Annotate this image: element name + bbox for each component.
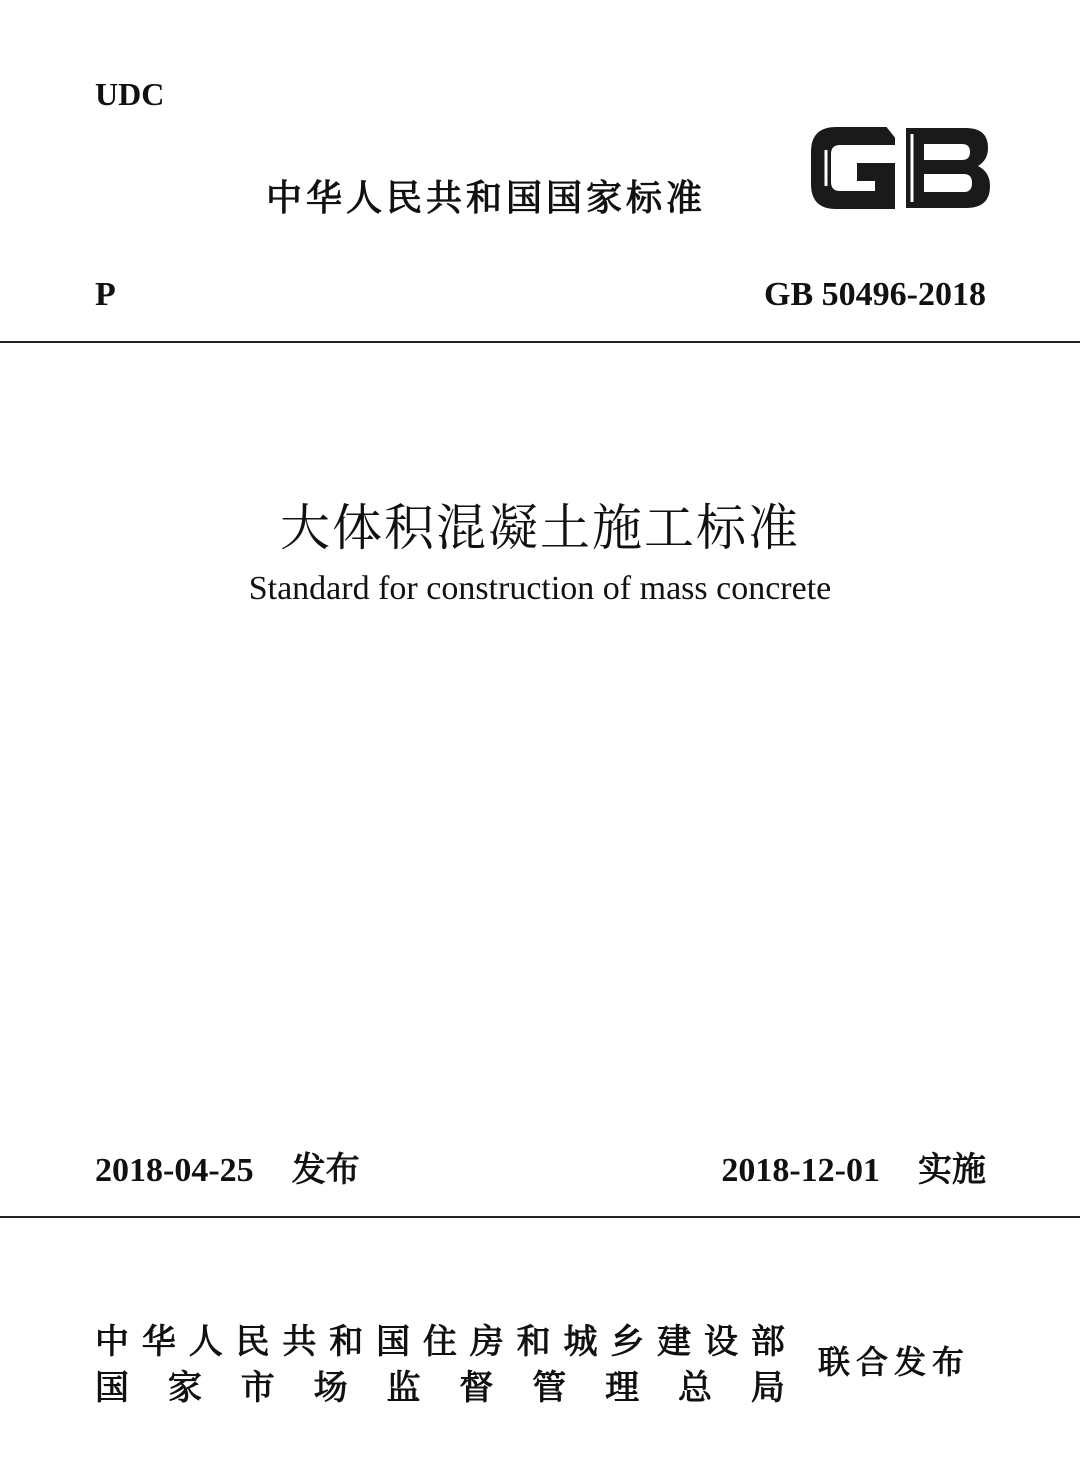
implement-info xyxy=(721,1142,986,1191)
title-chinese: 大体积混凝土施工标准 xyxy=(280,500,800,556)
gb-logo-icon xyxy=(806,120,996,216)
issuer-char: 共 xyxy=(282,1322,317,1362)
issuer-char: 中 xyxy=(95,1322,129,1362)
publish-date: 2018-04-25 xyxy=(95,1152,254,1189)
issuer-char: 局 xyxy=(750,1368,785,1408)
issuer-char: 和 xyxy=(516,1322,551,1362)
issuer-char: 国 xyxy=(95,1368,129,1408)
issuer-char: 城 xyxy=(563,1322,598,1362)
issuer-char: 管 xyxy=(532,1368,567,1408)
issuer-char: 和 xyxy=(329,1322,364,1362)
issuer-char: 国 xyxy=(376,1322,411,1362)
publish-info xyxy=(95,1142,360,1191)
issuer-char: 总 xyxy=(678,1368,712,1408)
issuer-administration xyxy=(95,1360,785,1409)
title-english: Standard for construction of mass concrete xyxy=(248,570,832,607)
category-code: P xyxy=(95,276,116,313)
issuer-char: 房 xyxy=(469,1322,504,1362)
implement-date: 2018-12-01 xyxy=(721,1152,880,1189)
issuer-char: 建 xyxy=(657,1322,692,1362)
publish-label: 发布 xyxy=(291,1150,360,1190)
issuer-char: 监 xyxy=(386,1368,421,1408)
issuer-char: 部 xyxy=(750,1322,785,1362)
issuer-char: 人 xyxy=(188,1322,223,1362)
issuer-char: 乡 xyxy=(610,1322,645,1362)
implement-label: 实施 xyxy=(918,1150,986,1190)
joint-issue-label: 联合发布 xyxy=(818,1343,971,1381)
issuer-char: 市 xyxy=(240,1368,275,1408)
issuer-char: 民 xyxy=(235,1322,270,1362)
issuer-char: 理 xyxy=(605,1368,640,1408)
footer-divider xyxy=(0,1216,1080,1218)
issuer-ministry xyxy=(95,1314,785,1363)
issuer-char: 场 xyxy=(313,1368,348,1408)
standard-number: GB 50496-2018 xyxy=(764,276,986,313)
issuer-char: 设 xyxy=(703,1322,738,1362)
header-divider xyxy=(0,341,1080,343)
issuer-char: 住 xyxy=(422,1322,457,1362)
udc-label: UDC xyxy=(95,76,165,112)
issuer-char: 督 xyxy=(459,1368,494,1408)
issuer-char: 家 xyxy=(167,1368,202,1408)
issuer-char: 华 xyxy=(141,1322,176,1362)
standard-type: 中华人民共和国国家标准 xyxy=(266,178,707,219)
